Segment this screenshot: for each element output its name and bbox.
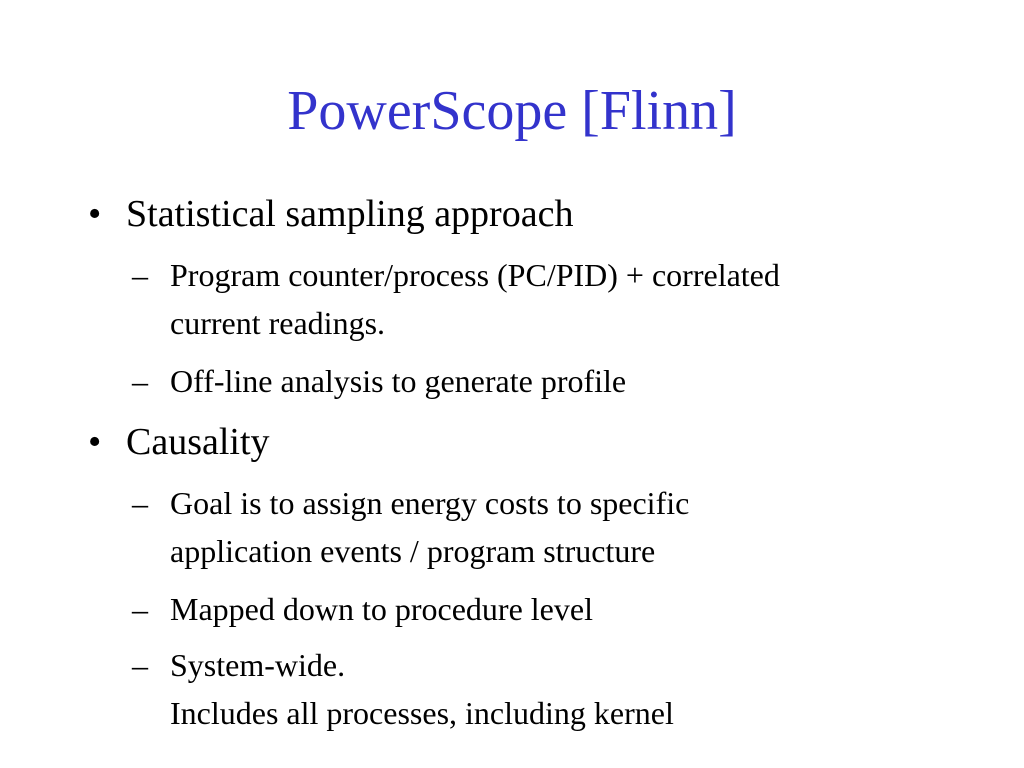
slide-title: PowerScope [Flinn] [287,80,737,142]
dash-icon: – [132,363,148,399]
sub-point-line: System-wide. [170,647,346,683]
sub-point-line: Mapped down to procedure level [170,591,593,627]
sub-point-line: current readings. [170,305,386,341]
dash-icon: – [132,485,148,521]
bullet-icon: • [88,193,102,235]
sub-point-line: application events / program structure [170,533,656,569]
bullet-text: Statistical sampling approach [126,193,574,235]
dash-icon: – [132,257,148,293]
dash-icon: – [132,647,148,683]
sub-point-line: Program counter/process (PC/PID) + correlated [170,257,780,293]
sub-point-line: Goal is to assign energy costs to specific [170,485,690,521]
bullet-text: Causality [126,421,270,463]
sub-point-line: Includes all processes, including kernel [170,695,674,731]
sub-point-line: Off-line analysis to generate profile [170,363,627,399]
dash-icon: – [132,591,148,627]
bullet-icon: • [88,421,102,463]
